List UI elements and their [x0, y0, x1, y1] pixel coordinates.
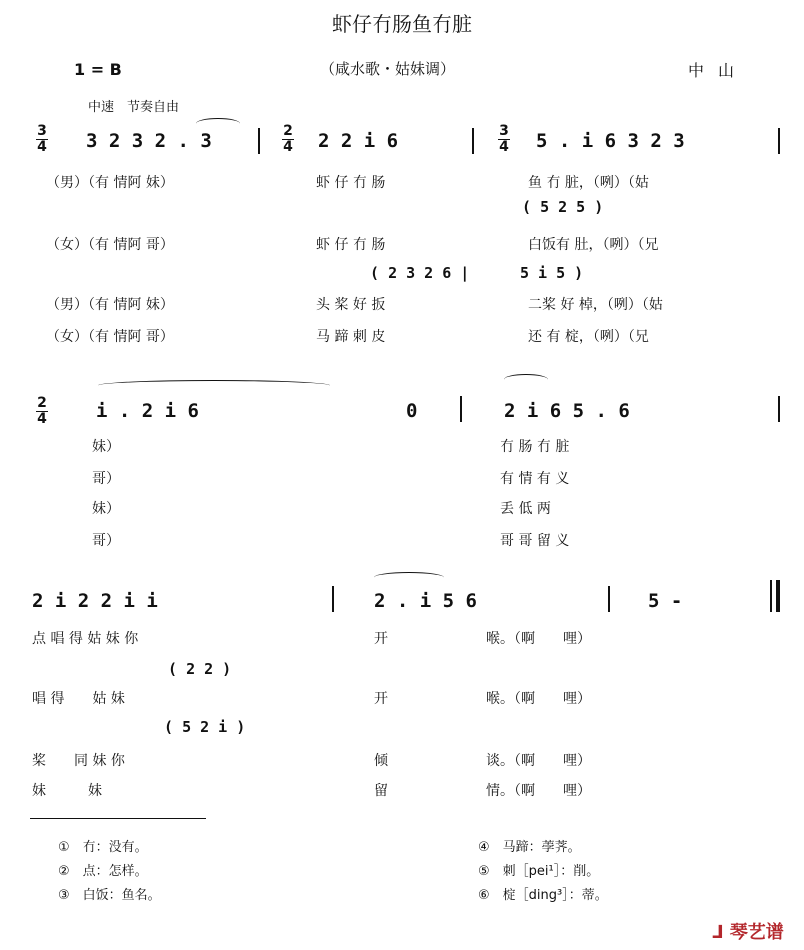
measure-notes: 2 2 i 6: [318, 130, 399, 152]
region-label: 中山: [688, 61, 749, 80]
barline: [332, 586, 334, 612]
lyric-line: 点 唱 得 姑 妹 你: [32, 631, 139, 647]
time-signature: 3 4: [499, 123, 509, 155]
lyric-line: 哥 哥 留 义: [500, 533, 570, 549]
lyric-line: 头 桨 好 扳: [316, 297, 386, 313]
lyric-line: （女）（有 情阿 哥）: [46, 237, 174, 253]
slur: [98, 380, 330, 391]
footnote: ④ 马蹄：荸荠。: [478, 840, 581, 855]
footnote: ⑤ 刺［pei¹］：削。: [478, 864, 600, 879]
slur: [504, 374, 548, 385]
measure-notes: 2 i 2 2 i i: [32, 590, 158, 612]
footnote: ① 冇：没有。: [58, 840, 148, 855]
lyric-line: 白饭有 肚，（咧）（兄: [528, 237, 659, 253]
footnote-divider: [30, 818, 206, 819]
time-signature: 2 4: [283, 123, 293, 155]
barline: [258, 128, 260, 154]
lyric-line: 情。（啊 哩）: [486, 783, 591, 799]
barline: [460, 396, 462, 422]
measure-notes: 0: [406, 400, 418, 422]
barline: [778, 396, 780, 422]
lyric-line: 冇 肠 冇 脏: [500, 439, 570, 455]
lyric-line: 喉。（啊 哩）: [486, 631, 591, 647]
lyric-line: 二桨 好 棹，（咧）（姑: [528, 297, 663, 313]
lyric-line: 虾 仔 冇 肠: [316, 175, 386, 191]
tempo-marking: 中速 节奏自由: [88, 100, 180, 115]
slur: [374, 572, 444, 583]
variant-notes: 5 i 5 ): [520, 264, 584, 282]
footnote: ③ 白饭：鱼名。: [58, 888, 161, 903]
lyric-line: 妹 妹: [32, 783, 102, 799]
measure-notes: 5 . i 6 3 2 3: [536, 130, 685, 152]
measure-notes: 2 . i 5 6: [374, 590, 477, 612]
lyric-line: 哥）: [92, 533, 120, 549]
barline: [778, 128, 780, 154]
lyric-line: 妹）: [92, 439, 120, 455]
lyric-line: 开: [374, 691, 388, 707]
lyric-line: 虾 仔 冇 肠: [316, 237, 386, 253]
time-signature: 3 4: [37, 123, 47, 155]
lyric-line: 丢 低 两: [500, 501, 551, 517]
variant-notes: ( 2 2 ): [168, 660, 232, 678]
time-signature: 2 4: [37, 395, 47, 427]
lyric-line: （男）（有 情阿 妹）: [46, 297, 174, 313]
lyric-line: 哥）: [92, 471, 120, 487]
lyric-line: 有 情 有 义: [500, 471, 570, 487]
barline: [472, 128, 474, 154]
measure-notes: i . 2 i 6: [96, 400, 199, 422]
lyric-line: 鱼 冇 脏，（咧）（姑: [528, 175, 649, 191]
page-title: 虾仔冇肠鱼冇脏: [332, 12, 472, 36]
measure-notes: 3 2 3 2 . 3: [86, 130, 212, 152]
lyric-line: 还 有 椗，（咧）（兄: [528, 329, 649, 345]
slur: [196, 118, 240, 129]
lyric-line: 开: [374, 631, 388, 647]
footnote: ② 点：怎样。: [58, 864, 148, 879]
barline: [608, 586, 610, 612]
lyric-line: 桨 同 妹 你: [32, 753, 125, 769]
barline: [770, 580, 772, 612]
footnote: ⑥ 椗［ding³］：蒂。: [478, 888, 608, 903]
subtitle: （咸水歌・姑妹调）: [320, 60, 456, 78]
lyric-line: 妹）: [92, 501, 120, 517]
lyric-line: 留: [374, 783, 388, 799]
measure-notes: 5 -: [648, 590, 683, 612]
final-barline: [776, 580, 780, 612]
key-signature: 1 = B: [74, 60, 122, 79]
variant-notes: ( 2 3 2 6 |: [370, 264, 470, 282]
site-logo: ⅃ 琴艺谱: [712, 922, 784, 943]
lyric-line: 唱 得 姑 妹: [32, 691, 125, 707]
variant-notes: ( 5 2 5 ): [522, 198, 604, 216]
measure-notes: 2 i 6 5 . 6: [504, 400, 630, 422]
lyric-line: 马 蹄 刺 皮: [316, 329, 386, 345]
lyric-line: （女）（有 情阿 哥）: [46, 329, 174, 345]
lyric-line: 谈。（啊 哩）: [486, 753, 591, 769]
variant-notes: ( 5 2 i ): [164, 718, 246, 736]
lyric-line: 喉。（啊 哩）: [486, 691, 591, 707]
lyric-line: （男）（有 情阿 妹）: [46, 175, 174, 191]
lyric-line: 倾: [374, 753, 388, 769]
